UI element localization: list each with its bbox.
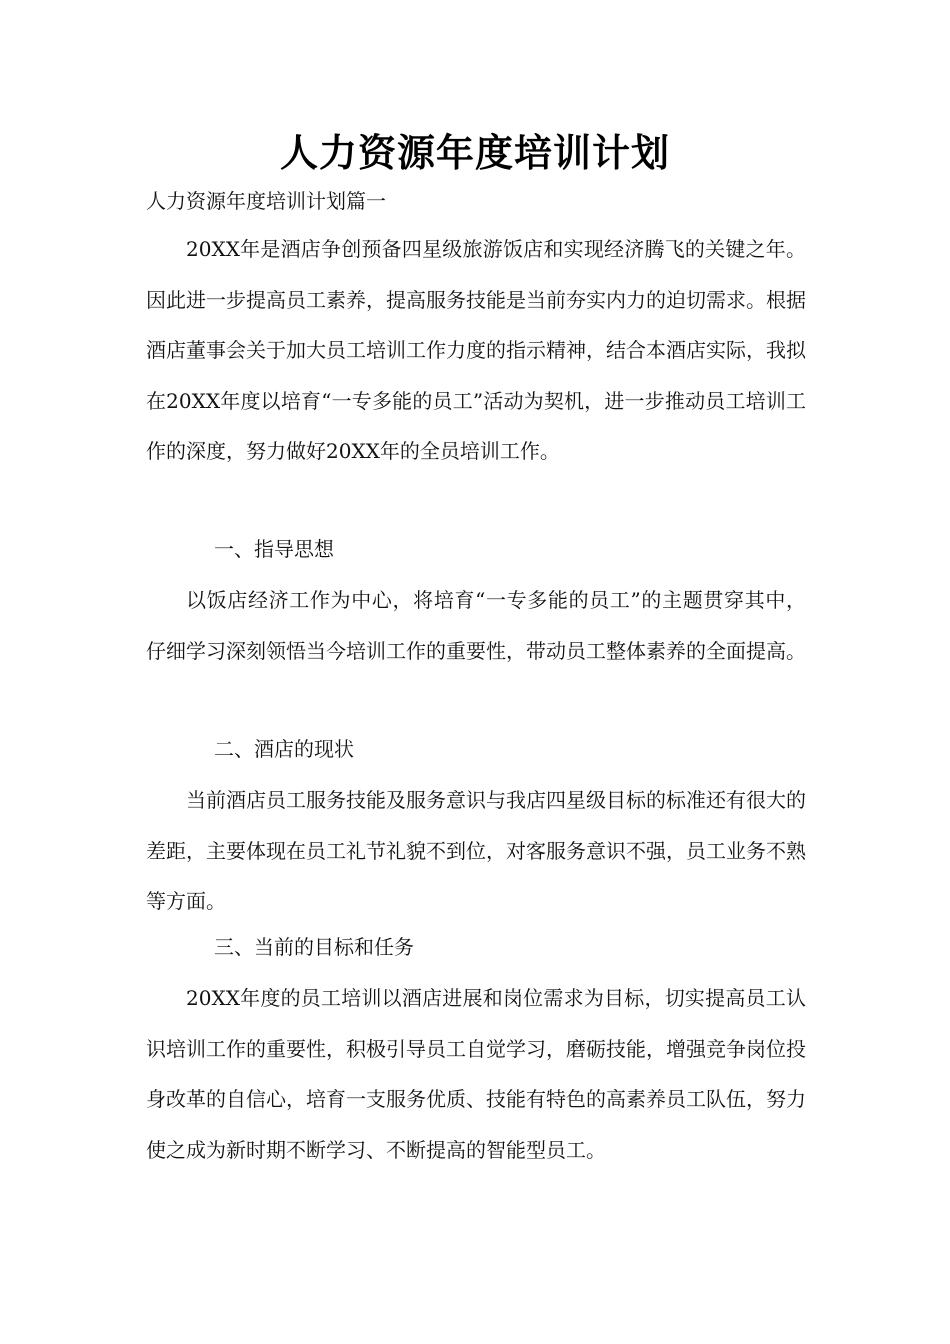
section-body-goals-tasks: 20XX年度的员工培训以酒店进展和岗位需求为目标，切实提高员工认识培训工作的重要性，积极引导员工自觉学习，磨砺技能，增强竞争岗位投身改革的自信心，培育一支服务优质、技能有特色的高素养员工队伍，努力使之成为新时期不断学习、不断提高的智能型员工。 (146, 986, 806, 1162)
section-heading-hotel-status: 二、酒店的现状 (214, 737, 354, 761)
document-subtitle: 人力资源年度培训计划篇一 (146, 189, 386, 213)
document-title: 人力资源年度培训计划 (279, 131, 670, 175)
section-body-hotel-status: 当前酒店员工服务技能及服务意识与我店四星级目标的标准还有很大的差距，主要体现在员工礼节礼貌不到位，对客服务意识不强，员工业务不熟等方面。 (146, 788, 806, 913)
section-body-guiding-ideology: 以饭店经济工作为中心，将培育“一专多能的员工”的主题贯穿其中，仔细学习深刻领悟当今培训工作的重要性，带动员工整体素养的全面提高。 (146, 588, 806, 663)
intro-paragraph: 20XX年是酒店争创预备四星级旅游饭店和实现经济腾飞的关键之年。因此进一步提高员工素养，提高服务技能是当前夯实内力的迫切需求。根据酒店董事会关于加大员工培训工作力度的指示精神，结合本酒店实际，我拟在20XX年度以培育“一专多能的员工”活动为契机，进一步推动员工培训工作的深度，努力做好20XX年的全员培训工作。 (146, 237, 806, 463)
section-heading-goals-tasks: 三、当前的目标和任务 (214, 935, 414, 959)
section-heading-guiding-ideology: 一、指导思想 (214, 537, 334, 561)
